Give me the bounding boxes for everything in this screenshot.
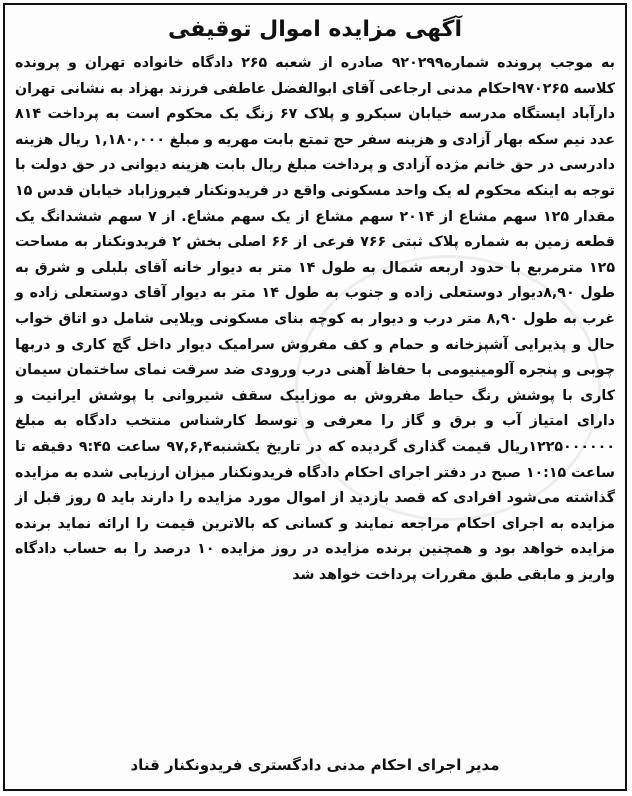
notice-title: آگهی مزایده اموال توقیفی bbox=[167, 17, 462, 42]
notice-body: به موجب پرونده شماره۹۲۰۲۹۹ صادره از شعبه ۲۶۵ دادگاه خانواده تهران و پرونده کلاسه ۹۷۰۲۶۵احکام مدنی ارجاعی آقای ابوالفضل عاطفی فرزند بهزاد به نشانی تهران دارآباد ایستگاه مدرسه خیابان سبکرو و پلاک ۶۷ زنگ یک محکوم است به پرداخت ۸۱۴ عدد نیم سکه بهار آزادی و هزینه سفر حج تمتع بابت مهریه و مبلغ ۱,۱۸۰,۰۰۰ ریال هزینه دادرسی در حق خانم مژده آزادی و پرداخت مبلغ ریال بابت هزینه دیوانی در حق دولت با توجه به اینکه محکوم له یک واحد مسکونی واقع در فریدونکنار فیروزاباد خیابان قدس ۱۵ مقدار ۱۲۵ سهم مشاع از ۲۰۱۴ سهم مشاع از یک سهم مشاع. از ۷ سهم ششدانگ یک قطعه زمین به شماره پلاک ثبتی ۷۶۶ فرعی از ۶۶ اصلی بخش ۲ فریدونکنار به مساحت ۱۲۵ مترمربع با حدود اربعه شمال به طول ۱۴ متر به دیوار خانه آقای بلبلی و شرق به طول ۸,۹۰دیوار دوستعلی زاده و جنوب به طول ۱۴ متر به دیوار آقای دوستعلی زاده و غرب به طول ۸,۹۰ متر درب و دیوار به کوچه بنای مسکونی ویلایی شامل دو اتاق خواب حال و پذیرایی آشپزخانه و حمام و کف مفروش سرامیک دیوار داخل گچ کاری و دربها چوبی و پنجره آلومینیومی با حفاظ آهنی درب ورودی ضد سرقت نمای ساختمان سیمان کاری با پوشش رنگ حیاط مفروش به موزاییک سقف شیروانی با پوشش ایرانیت و دارای امتیاز آب و برق و گاز را معرفی و توسط کارشناس منتخب دادگاه به مبلغ ۱۲۲۵۰۰۰۰۰۰ریال قیمت گذاری گردیده که در تاریخ یکشنبه۹۷,۶,۴ ساعت ۹:۴۵ دقیقه تا ساعت ۱۰:۱۵ صبح در دفتر اجرای احکام دادگاه فریدونکنار میزان ارزیابی شده به مزایده گذاشته می‌شود افرادی که قصد بازدید از اموال مورد مزایده را دارند باید ۵ روز قبل از مزایده به اجرای احکام مراجعه نمایند و کسانی که بالاترین قیمت را ارائه نماید برنده مزایده خواهد بود و همچنین برنده مزایده در روز مزایده ۱۰ درصد را به حساب دادگاه واریز و مابقی طبق مقررات پرداخت خواهد شد bbox=[15, 55, 616, 583]
auction-notice bbox=[3, 3, 627, 791]
notice-signature: مدیر اجرای احکام مدنی دادگستری فریدونکنار قناد bbox=[130, 756, 500, 774]
